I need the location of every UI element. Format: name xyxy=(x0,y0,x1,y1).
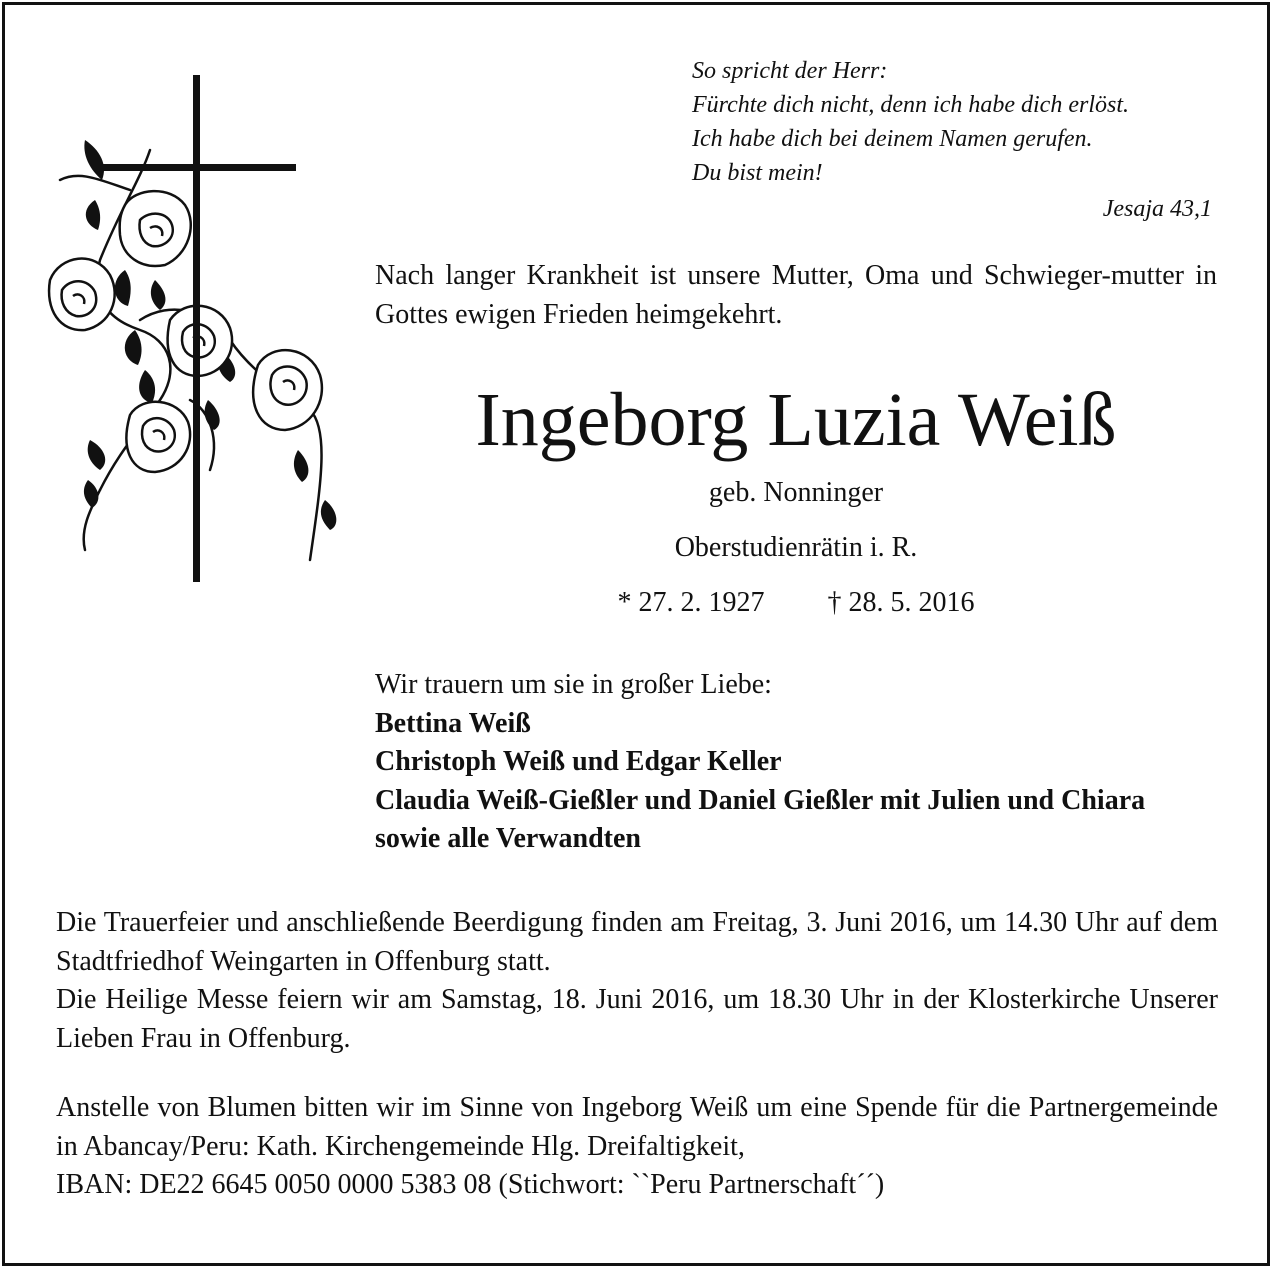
quote-line: Du bist mein! xyxy=(692,160,823,186)
bible-quote xyxy=(692,54,1222,190)
iban-text: IBAN: DE22 6645 0050 0000 5383 08 (Stichwort: ``Peru Partnerschaft´´) xyxy=(56,1169,885,1200)
quote-line: Ich habe dich bei deinem Namen gerufen. xyxy=(692,126,1093,152)
mourner-name: Claudia Weiß-Gießler und Daniel Gießler mit Julien und Chiara xyxy=(375,784,1146,816)
birth-name: geb. Nonninger xyxy=(708,477,884,508)
quote-line: So spricht der Herr: xyxy=(692,58,888,84)
donation-text: Anstelle von Blumen bitten wir im Sinne von Ingeborg Weiß um eine Spende für die Partnergemeinde in Abancay/Peru: Kath. Kirchengemeinde Hlg. Dreifaltigkeit, xyxy=(56,1092,1218,1162)
mourners-intro: Wir trauern um sie in großer Liebe: xyxy=(375,669,772,700)
deceased-name: Ingeborg Luzia Weiß xyxy=(475,378,1117,462)
life-dates xyxy=(375,584,1217,622)
deceased-title: Oberstudienrätin i. R. xyxy=(674,532,918,563)
birth-date: * 27. 2. 1927 xyxy=(617,587,765,618)
mourner-name: sowie alle Verwandten xyxy=(375,823,641,854)
quote-reference: Jesaja 43,1 xyxy=(1102,196,1212,222)
mourner-name: Bettina Weiß xyxy=(375,707,531,739)
cross-with-roses-icon xyxy=(40,70,360,590)
funeral-info xyxy=(56,904,1218,1058)
death-date: † 28. 5. 2016 xyxy=(827,587,975,618)
donation-info xyxy=(56,1089,1218,1205)
funeral-service-text: Die Trauerfeier und anschließende Beerdigung finden am Freitag, 3. Juni 2016, um 14.30 Uhr auf dem Stadtfriedhof Weingarten in Offenburg statt. xyxy=(56,907,1218,977)
quote-line: Fürchte dich nicht, denn ich habe dich erlöst. xyxy=(692,92,1130,118)
intro-text: Nach langer Krankheit ist unsere Mutter, Oma und Schwieger-mutter in Gottes ewigen Frieden heimgekehrt. xyxy=(375,260,1217,330)
mourner-name: Christoph Weiß und Edgar Keller xyxy=(375,746,782,777)
mourners-block xyxy=(375,666,1235,859)
mass-text: Die Heilige Messe feiern wir am Samstag, 18. Juni 2016, um 18.30 Uhr in der Klosterkirche Unserer Lieben Frau in Offenburg. xyxy=(56,984,1218,1054)
